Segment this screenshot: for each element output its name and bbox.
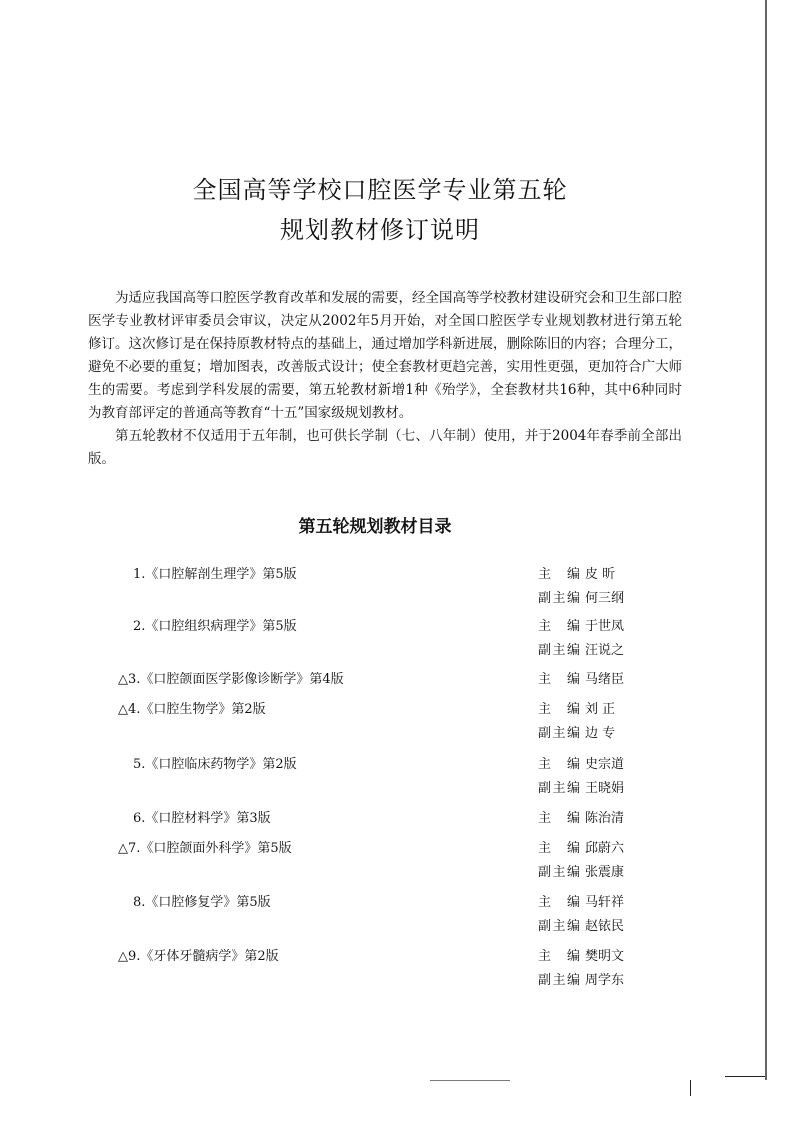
book-title: 5.《口腔临床药物学》第2版: [133, 757, 297, 772]
scan-mark: [690, 1080, 691, 1096]
editor-name: 周学东: [585, 973, 625, 988]
editor-role: 主编: [538, 811, 580, 826]
editor-role: 副主编: [538, 973, 580, 988]
intro-text: [88, 287, 682, 471]
book-title: 8.《口腔修复学》第5版: [133, 895, 271, 910]
editor-role: 主编: [538, 949, 580, 964]
document-title-line2: 规划教材修订说明: [280, 216, 480, 244]
editor-name: 马绪臣: [585, 672, 625, 687]
scan-mark: [430, 1080, 510, 1081]
editor-role: 主编: [538, 702, 580, 717]
editor-role: 主编: [538, 619, 580, 634]
catalog-heading: 第五轮规划教材目录: [298, 517, 452, 537]
editor-role: 副主编: [538, 781, 580, 796]
editor-role: 副主编: [538, 591, 580, 606]
book-title: △7.《口腔颌面外科学》第5版: [118, 841, 292, 856]
editor-name: 边 专: [585, 726, 616, 741]
editor-role: 主编: [538, 567, 580, 582]
paragraph: 第五轮教材不仅适用于五年制，也可供长学制（七、八年制）使用，并于2004年春季前全部出版。: [88, 428, 682, 467]
editor-role: 副主编: [538, 643, 580, 658]
editor-name: 史宗道: [585, 757, 625, 772]
editor-name: 赵铱民: [585, 919, 625, 934]
editor-role: 主编: [538, 895, 580, 910]
editor-name: 刘 正: [585, 702, 616, 717]
editor-role: 副主编: [538, 919, 580, 934]
editor-name: 皮 昕: [585, 567, 616, 582]
scan-mark: [725, 1076, 765, 1077]
editor-role: 主编: [538, 672, 580, 687]
book-title: △4.《口腔生物学》第2版: [118, 702, 266, 717]
editor-name: 于世凤: [585, 619, 625, 634]
book-title: △3.《口腔颌面医学影像诊断学》第4版: [118, 672, 344, 687]
book-title: △9.《牙体牙髓病学》第2版: [118, 949, 279, 964]
scan-edge-line: [765, 0, 767, 1080]
editor-name: 邱蔚六: [585, 841, 625, 856]
book-title: 6.《口腔材料学》第3版: [133, 811, 271, 826]
book-title: 2.《口腔组织病理学》第5版: [133, 619, 297, 634]
editor-name: 陈治清: [585, 811, 625, 826]
editor-name: 马轩祥: [585, 895, 625, 910]
editor-name: 王晓娟: [585, 781, 625, 796]
editor-name: 何三纲: [585, 591, 625, 606]
editor-role: 主编: [538, 841, 580, 856]
paragraph: 为适应我国高等口腔医学教育改革和发展的需要，经全国高等学校教材建设研究会和卫生部口腔医学专业教材评审委员会审议，决定从2002年5月开始，对全国口腔医学专业规划教材进行第五轮修订。这次修订是在保持原教材特点的基础上，通过增加学科新进展，删除陈旧的内容；合理分工，避免不必要的重复；增加图表，改善版式设计；使全套教材更趋完善，实用性更强，更加符合广大师生的需要。考虑到学科发展的需要，第五轮教材新增1种《殆学》，全套教材共16种，其中6种同时为教育部评定的普通高等教育“十五”国家级规划教材。: [88, 290, 682, 421]
book-title: 1.《口腔解剖生理学》第5版: [133, 567, 297, 582]
editor-role: 副主编: [538, 865, 580, 880]
editor-name: 樊明文: [585, 949, 625, 964]
editor-role: 副主编: [538, 726, 580, 741]
editor-name: 汪说之: [585, 643, 625, 658]
editor-role: 主编: [538, 757, 580, 772]
editor-name: 张震康: [585, 865, 625, 880]
document-title-line1: 全国高等学校口腔医学专业第五轮: [192, 176, 568, 204]
